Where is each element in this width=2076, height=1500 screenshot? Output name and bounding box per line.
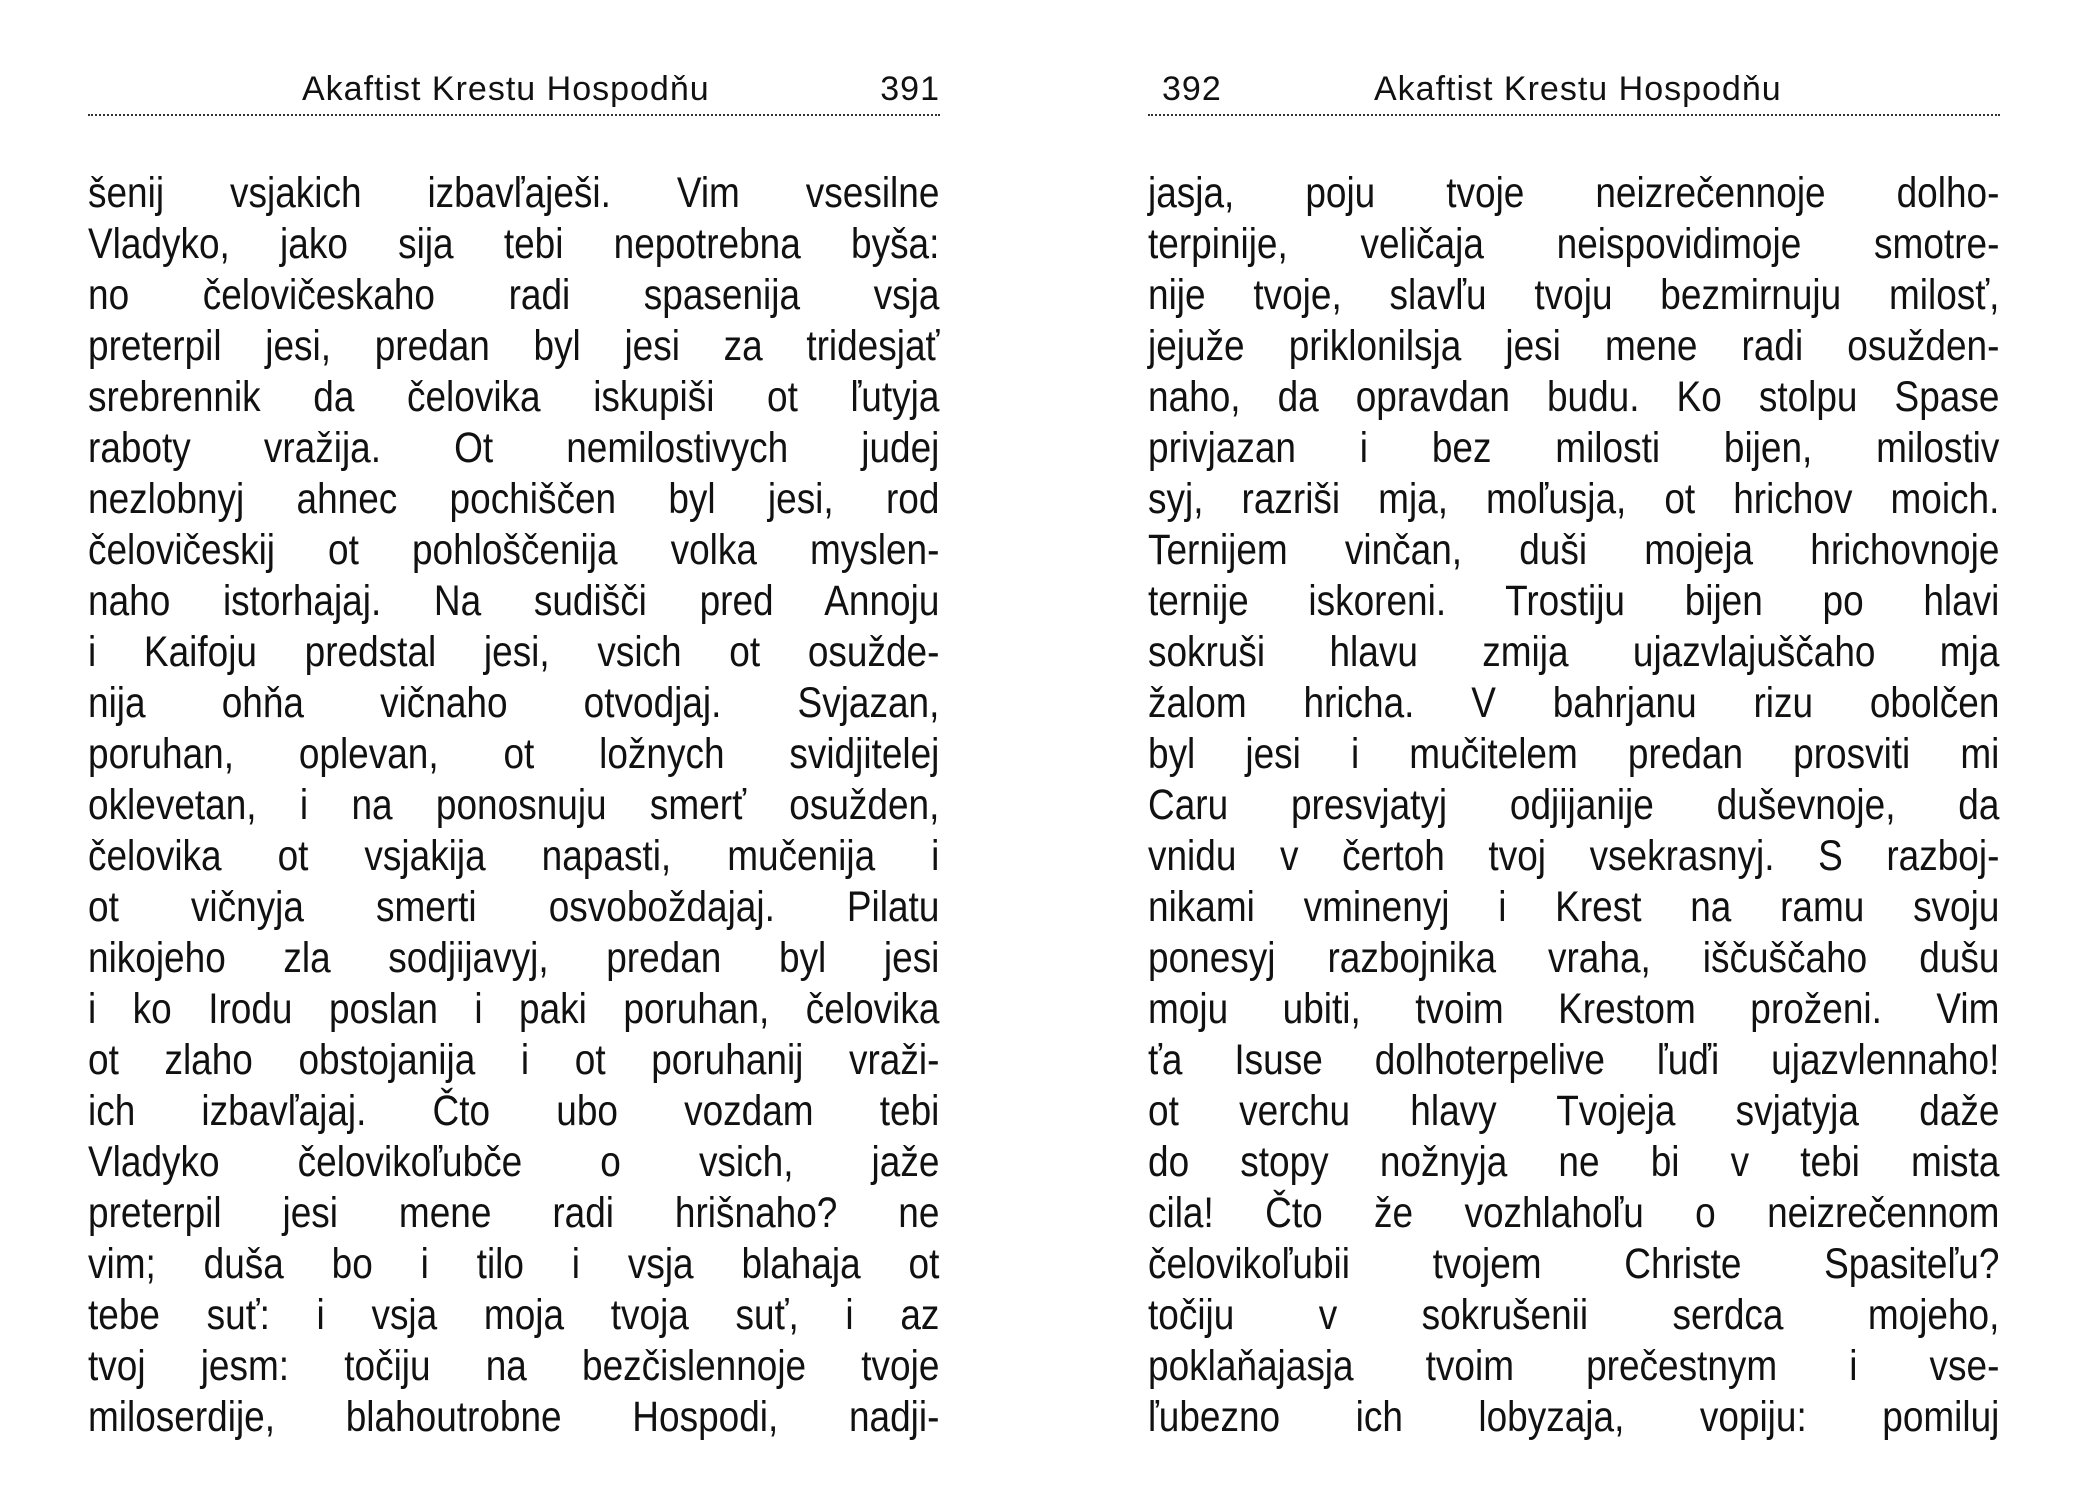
text-line: jejuže priklonilsja jesi mene radi osužden- <box>1148 322 2000 370</box>
text-line: i Kaifoju predstal jesi, vsich ot osužde- <box>88 628 940 676</box>
text-line: nije tvoje, slavľu tvoju bezmirnuju milosť, <box>1148 271 2000 319</box>
text-line: ternije iskoreni. Trostiju bijen po hlavi <box>1148 577 2000 625</box>
text-line: cila! Čto že vozhlahoľu o neizrečennom <box>1148 1189 2000 1237</box>
text-line: Vladyko, jako sija tebi nepotrebna byša: <box>88 220 940 268</box>
text-line: preterpil jesi, predan byl jesi za tridesjať <box>88 322 940 370</box>
text-line: Vladyko čelovikoľubče o vsich, jaže <box>88 1138 940 1186</box>
text-line: ťa Isuse dolhoterpelive ľuďi ujazvlennaho! <box>1148 1036 2000 1084</box>
text-line: tebe suť: i vsja moja tvoja suť, i az <box>88 1291 940 1339</box>
page-number: 391 <box>880 70 940 108</box>
running-head <box>88 62 940 116</box>
text-line: syj, razriši mja, moľusja, ot hrichov moich. <box>1148 475 2000 523</box>
page-number: 392 <box>1162 70 1222 108</box>
body-text <box>88 168 940 1443</box>
running-title: Akaftist Krestu Hospodňu <box>1374 70 1782 108</box>
text-line: ot vičnyja smerti osvoboždajaj. Pilatu <box>88 883 940 931</box>
text-line: naho istorhajaj. Na sudišči pred Annoju <box>88 577 940 625</box>
text-line: čelovika ot vsjakija napasti, mučenija i <box>88 832 940 880</box>
text-line: byl jesi i mučitelem predan prosviti mi <box>1148 730 2000 778</box>
left-page <box>88 0 940 1500</box>
running-title: Akaftist Krestu Hospodňu <box>302 70 710 108</box>
text-line: privjazan i bez milosti bijen, milostiv <box>1148 424 2000 472</box>
text-line: nija ohňa vičnaho otvodjaj. Svjazan, <box>88 679 940 727</box>
text-line: miloserdije, blahoutrobne Hospodi, nadji- <box>88 1393 940 1441</box>
text-line: ot verchu hlavy Tvojeja svjatyja daže <box>1148 1087 2000 1135</box>
text-line: nikami vminenyj i Krest na ramu svoju <box>1148 883 2000 931</box>
text-line: poruhan, oplevan, ot ložnych svidjitelej <box>88 730 940 778</box>
text-line: čelovičeskij ot pohloščenija volka myslen- <box>88 526 940 574</box>
text-line: čelovikoľubii tvojem Christe Spasiteľu? <box>1148 1240 2000 1288</box>
text-line: nikojeho zla sodjijavyj, predan byl jesi <box>88 934 940 982</box>
text-line: moju ubiti, tvoim Krestom proženi. Vim <box>1148 985 2000 1033</box>
text-line: tvoj jesm: točiju na bezčislennoje tvoje <box>88 1342 940 1390</box>
text-line: raboty vražija. Ot nemilostivych judej <box>88 424 940 472</box>
text-line: vim; duša bo i tilo i vsja blahaja ot <box>88 1240 940 1288</box>
text-line: srebrennik da čelovika iskupiši ot ľutyja <box>88 373 940 421</box>
text-line: vnidu v čertoh tvoj vsekrasnyj. S razboj- <box>1148 832 2000 880</box>
text-line: ponesyj razbojnika vraha, iščuščaho dušu <box>1148 934 2000 982</box>
body-text <box>1148 168 2000 1443</box>
text-line: ot zlaho obstojanija i ot poruhanij vraži- <box>88 1036 940 1084</box>
text-line: sokruši hlavu zmija ujazvlajuščaho mja <box>1148 628 2000 676</box>
text-line: i ko Irodu poslan i paki poruhan, čelovika <box>88 985 940 1033</box>
text-line: ich izbavľajaj. Čto ubo vozdam tebi <box>88 1087 940 1135</box>
text-line: žalom hricha. V bahrjanu rizu obolčen <box>1148 679 2000 727</box>
text-line: šenij vsjakich izbavľaješi. Vim vsesilne <box>88 169 940 217</box>
text-line: ľubezno ich lobyzaja, vopiju: pomiluj <box>1148 1393 2000 1441</box>
text-line: naho, da opravdan budu. Ko stolpu Spase <box>1148 373 2000 421</box>
text-line: do stopy nožnyja ne bi v tebi mista <box>1148 1138 2000 1186</box>
text-line: točiju v sokrušenii serdca mojeho, <box>1148 1291 2000 1339</box>
text-line: nezlobnyj ahnec pochiščen byl jesi, rod <box>88 475 940 523</box>
text-line: terpinije, veličaja neispovidimoje smotre- <box>1148 220 2000 268</box>
text-line: no čelovičeskaho radi spasenija vsja <box>88 271 940 319</box>
text-line: Ternijem vinčan, duši mojeja hrichovnoje <box>1148 526 2000 574</box>
text-line: preterpil jesi mene radi hrišnaho? ne <box>88 1189 940 1237</box>
running-head <box>1148 62 2000 116</box>
text-line: Caru presvjatyj odjijanije duševnoje, da <box>1148 781 2000 829</box>
text-line: jasja, poju tvoje neizrečennoje dolho- <box>1148 169 2000 217</box>
text-line: oklevetan, i na ponosnuju smerť osužden, <box>88 781 940 829</box>
right-page <box>1148 0 2000 1500</box>
text-line: poklaňajasja tvoim prečestnym i vse- <box>1148 1342 2000 1390</box>
